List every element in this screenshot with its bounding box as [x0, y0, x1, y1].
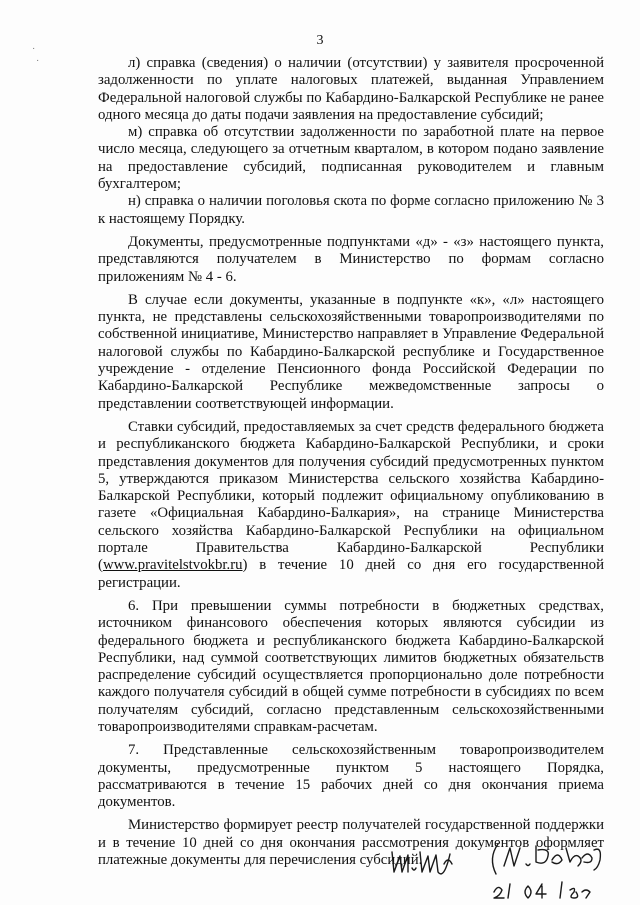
paragraph-7: 7. Представленные сельскохозяйственным товаропроизводителем документы, предусмотренные пунктом 5 настоящего Порядка, рассматриваются в течение 15 рабочих дней со дня окончания приема документов. — [98, 742, 604, 811]
document-body — [98, 55, 604, 875]
paragraph-subsidy-rates — [98, 419, 604, 592]
paragraph-m: м) справка об отсутствии задолженности по заработной плате на первое число месяца, следующего за отчетным кварталом, в котором подано заявление на предоставление субсидий, подписанная руководителем и главным бухгалтером; — [98, 124, 604, 193]
paragraph-6: 6. При превышении суммы потребности в бюджетных средствах, источником финансового обеспечения которых являются субсидии из федерального бюджета и республиканского бюджета Кабардино-Балкарской Республики, над суммой соответствующих лимитов бюджетных обязательств распределение субсидий осуществляется пропорционально доле потребности каждого получателя субсидий в общей сумме потребности в субсидиях по всем получателям субсидий, согласно представленным сельскохозяйственными товаропроизводителями справкам-расчетам. — [98, 597, 604, 735]
paragraph-documents: Документы, предусмотренные подпунктами «д» - «з» настоящего пункта, представляются получателем в Министерство по формам согласно приложениям № 4 - 6. — [98, 233, 604, 285]
portal-link[interactable]: www.pravitelstvokbr.ru — [102, 557, 243, 574]
paragraph-n: н) справка о наличии поголовья скота по форме согласно приложению № 3 к настоящему Порядку. — [98, 193, 604, 227]
page-number: 3 — [316, 33, 324, 48]
paragraph-l: л) справка (сведения) о наличии (отсутствии) у заявителя просроченной задолженности по уплате налоговых платежей, выданная Управлением Федеральной налоговой службы по Кабардино-Балкарской Республике не ранее одного месяца до даты подачи заявления на предоставление субсидий; — [98, 55, 604, 123]
rates-text-after: ) в течение 10 дней со дня его государственной регистрации. — [98, 557, 604, 591]
paragraph-registry: Министерство формирует реестр получателей государственной поддержки и в течение 10 дней со дня окончания рассмотрения документов оформляет платежные документы для перечисления субсидий. — [98, 817, 604, 869]
margin-dot: · — [36, 55, 40, 66]
margin-dot: · — [32, 43, 36, 54]
rates-text-before: Ставки субсидий, предоставляемых за счет средств федерального бюджета и республиканского бюджета Кабардино-Балкарской Республики, и сроки представления документов для получения субсидий предусмотренных пунктом 5, утверждаются приказом Министерства сельского хозяйства Кабардино-Балкарской Республики, который подлежит официальному опубликованию в газете «Официальная Кабардино-Балкария», на странице Министерства сельского хозяйства Кабардино-Балкарской Республики на официальном портале Правительства Кабардино-Балкарской Республики ( — [98, 418, 604, 574]
handwritten-signature — [386, 838, 616, 900]
paragraph-interagency-requests: В случае если документы, указанные в подпункте «к», «л» настоящего пункта, не представлены сельскохозяйственными товаропроизводителями по собственной инициативе, Министерство направляет в Управление Федеральной налоговой службы по Кабардино-Балкарской республике и Государственное учреждение - отделение Пенсионного фонда Российской Федерации по Кабардино-Балкарской Республике межведомственные запросы о представлении соответствующей информации. — [98, 291, 604, 412]
